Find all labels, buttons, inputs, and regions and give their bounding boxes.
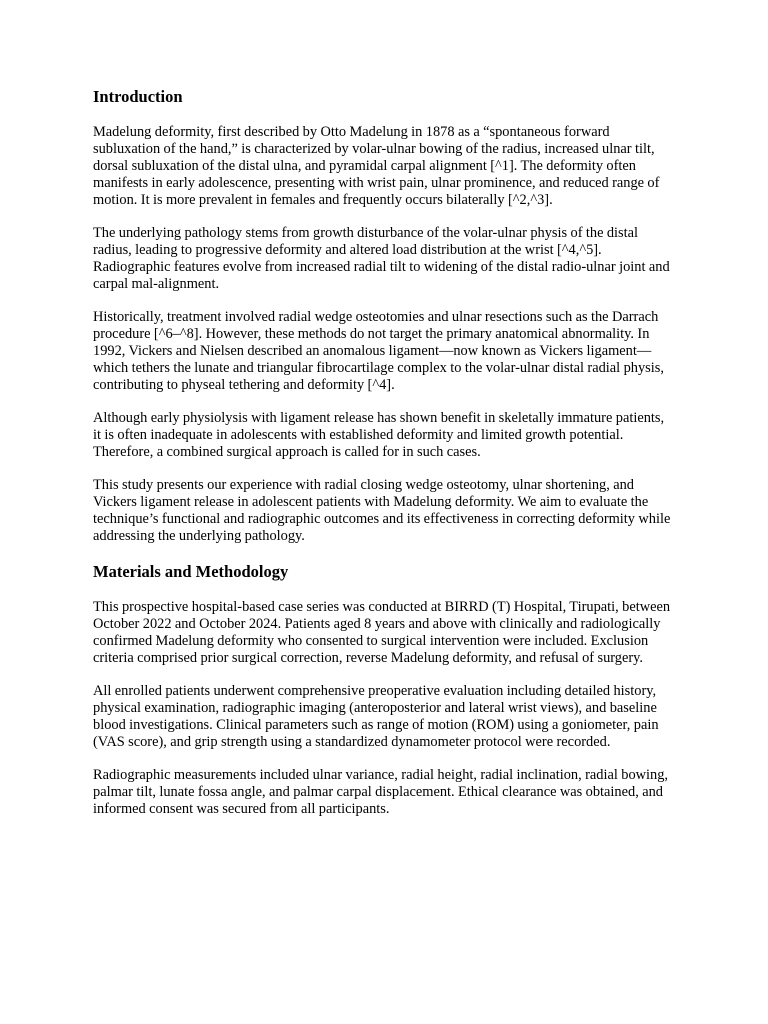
paragraph: The underlying pathology stems from growth disturbance of the volar-ulnar physis of the distal radius, leading to progressive deformity and altered load distribution at the wrist [^4,^5]. Radiographic features evolve from increased radial tilt to widening of the distal radio-ulnar joint and carpal mal-alignment. bbox=[93, 225, 670, 292]
section-methodology-body bbox=[93, 599, 675, 818]
document-page bbox=[93, 86, 675, 818]
section-heading-introduction: Introduction bbox=[93, 87, 183, 106]
paragraph: Although early physiolysis with ligament release has shown benefit in skeletally immature patients, it is often inadequate in adolescents with established deformity and limited growth potential. Therefore, a combined surgical approach is called for in such cases. bbox=[93, 410, 665, 460]
paragraph: This prospective hospital-based case series was conducted at BIRRD (T) Hospital, Tirupati, between October 2022 and October 2024. Patients aged 8 years and above with clinically and radiologically confirmed Madelung deformity who consented to surgical intervention were included. Exclusion criteria comprised prior surgical correction, reverse Madelung deformity, and refusal of surgery. bbox=[93, 599, 671, 666]
section-introduction-body bbox=[93, 124, 675, 545]
paragraph: Radiographic measurements included ulnar variance, radial height, radial inclination, radial bowing, palmar tilt, lunate fossa angle, and palmar carpal displacement. Ethical clearance was obtained, and informed consent was secured from all participants. bbox=[93, 767, 669, 818]
section-heading-materials-and-methodology: Materials and Methodology bbox=[93, 562, 289, 582]
paragraph: All enrolled patients underwent comprehensive preoperative evaluation including detailed history, physical examination, radiographic imaging (anteroposterior and lateral wrist views), and baseline blood investigations. Clinical parameters such as range of motion (ROM) using a goniometer, pain (VAS score), and grip strength using a standardized dynamometer protocol were recorded. bbox=[93, 683, 659, 750]
paragraph: Historically, treatment involved radial wedge osteotomies and ulnar resections such as the Darrach procedure [^6–^8]. However, these methods do not target the primary anatomical abnormality. In 1992, Vickers and Nielsen described an anomalous ligament—now known as Vickers ligament—which tethers the lunate and triangular fibrocartilage complex to the volar-ulnar distal radial physis, contributing to physeal tethering and deformity [^4]. bbox=[93, 309, 664, 393]
paragraph: Madelung deformity, first described by Otto Madelung in 1878 as a “spontaneous forward subluxation of the hand,” is characterized by volar-ulnar bowing of the radius, increased ulnar tilt, dorsal subluxation of the distal ulna, and pyramidal carpal alignment [^1]. The deformity often manifests in early adolescence, presenting with wrist pain, ulnar prominence, and reduced range of motion. It is more prevalent in females and frequently occurs bilaterally [^2,^3]. bbox=[93, 124, 660, 208]
paragraph: This study presents our experience with radial closing wedge osteotomy, ulnar shortening, and Vickers ligament release in adolescent patients with Madelung deformity. We aim to evaluate the technique’s functional and radiographic outcomes and its effectiveness in correcting deformity while addressing the underlying pathology. bbox=[93, 477, 671, 545]
